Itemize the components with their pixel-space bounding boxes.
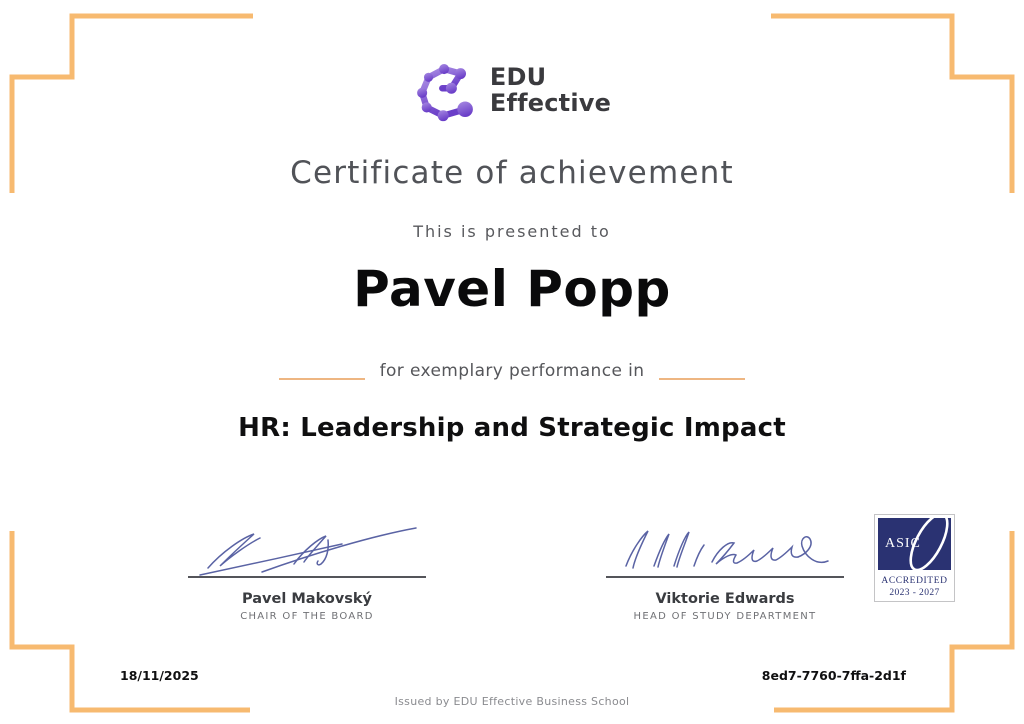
edu-effective-logo-icon [413, 58, 477, 124]
signatory-name: Pavel Makovský [242, 591, 372, 607]
reason-label: for exemplary performance in [379, 361, 645, 381]
signatory-role: CHAIR OF THE BOARD [240, 611, 374, 622]
brand-wordmark [490, 65, 611, 117]
presented-to-label: This is presented to [413, 222, 611, 241]
asic-accreditation-badge [874, 514, 955, 602]
recipient-name: Pavel Popp [353, 260, 671, 318]
issued-by-label: Issued by EDU Effective Business School [394, 695, 630, 708]
course-title: HR: Leadership and Strategic Impact [238, 413, 786, 443]
badge-status-label: ACCREDITED [881, 576, 948, 586]
certificate-title: Certificate of achievement [290, 155, 734, 191]
certificate-id: 8ed7-7760-7ffa-2d1f [761, 668, 906, 683]
badge-org-label: ASIC [885, 536, 921, 551]
reason-divider-left [279, 378, 365, 380]
signatory-head-of-study [606, 518, 844, 622]
reason-row [0, 361, 1024, 381]
signature-head-ink [606, 518, 844, 576]
brand-wordmark-line2: Effective [489, 89, 612, 117]
signature-line [606, 576, 844, 578]
signature-chair-ink [188, 518, 426, 576]
signatory-chair [188, 518, 426, 622]
signatory-role: HEAD OF STUDY DEPARTMENT [633, 611, 817, 622]
signature-line [188, 576, 426, 578]
reason-divider-right [659, 378, 745, 380]
issue-date: 18/11/2025 [120, 668, 199, 683]
brand-wordmark-line1: EDU [489, 63, 547, 92]
badge-years-label: 2023 - 2027 [889, 588, 940, 598]
brand-logo [0, 58, 1024, 124]
signatory-name: Viktorie Edwards [655, 591, 795, 607]
